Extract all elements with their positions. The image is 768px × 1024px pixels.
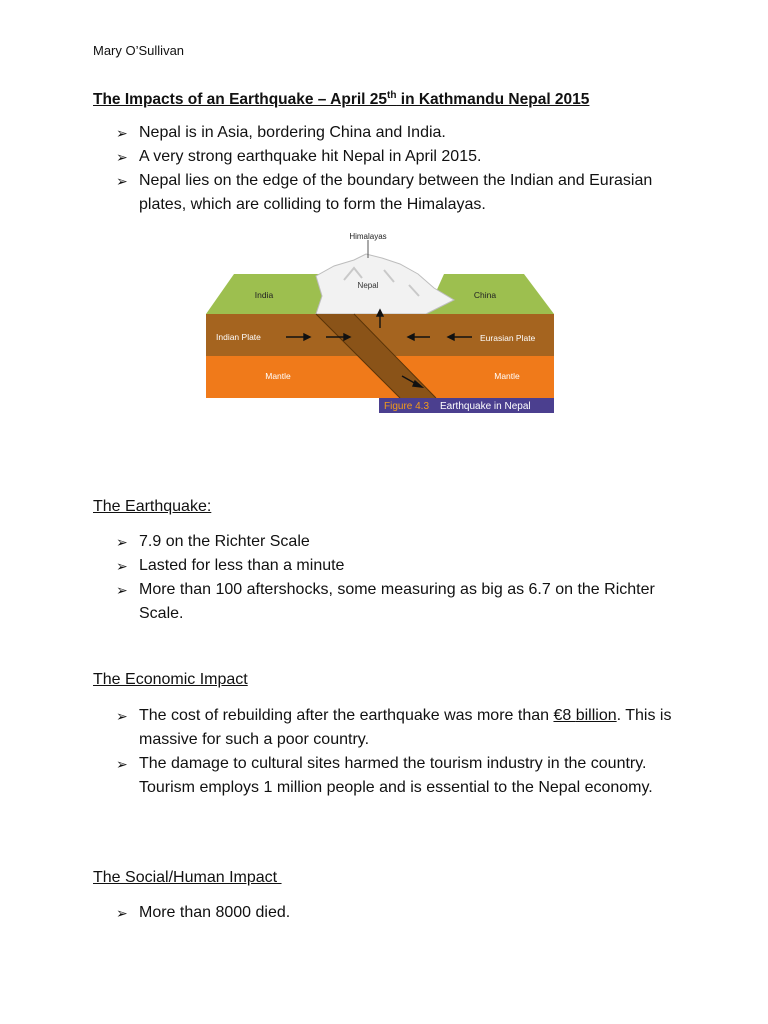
earthquake-heading: The Earthquake: [93, 498, 212, 515]
arrowhead-bullet-icon: ➢ [116, 534, 128, 550]
indian-plate-label: Indian Plate [216, 332, 261, 342]
arrowhead-bullet-icon: ➢ [116, 756, 128, 772]
figure-number: Figure 4.3 [384, 401, 430, 412]
arrowhead-bullet-icon: ➢ [116, 173, 128, 189]
economic-heading: The Economic Impact [93, 671, 248, 688]
intro-list [116, 121, 676, 217]
arrowhead-bullet-icon: ➢ [116, 582, 128, 598]
mantle-right-label: Mantle [494, 371, 520, 381]
mantle-left-label: Mantle [265, 371, 291, 381]
plate-boundary-diagram [204, 230, 556, 414]
social-list [116, 901, 676, 925]
economic-list [116, 704, 676, 800]
arrowhead-bullet-icon: ➢ [116, 149, 128, 165]
earthquake-list [116, 530, 676, 626]
list-item: ➢ A very strong earthquake hit Nepal in April 2015. [116, 145, 676, 169]
list-item: ➢ Lasted for less than a minute [116, 554, 676, 578]
list-item: ➢ The cost of rebuilding after the earthquake was more than €8 billion. This is massive for such a poor country. [116, 704, 676, 752]
arrowhead-bullet-icon: ➢ [116, 558, 128, 574]
author-name: Mary O’Sullivan [93, 43, 185, 58]
list-item: ➢ 7.9 on the Richter Scale [116, 530, 676, 554]
nepal-label: Nepal [357, 281, 379, 290]
india-label: India [254, 290, 274, 300]
arrowhead-bullet-icon: ➢ [116, 905, 128, 921]
page-title: The Impacts of an Earthquake – April 25th in Kathmandu Nepal 2015 [93, 90, 590, 109]
figure-caption: Earthquake in Nepal [440, 401, 531, 412]
china-label: China [473, 290, 497, 300]
list-item: ➢ Nepal lies on the edge of the boundary between the Indian and Eurasian plates, which are colliding to form the Himalayas. [116, 169, 676, 217]
list-item: ➢ Nepal is in Asia, bordering China and India. [116, 121, 676, 145]
list-item: ➢ The damage to cultural sites harmed the tourism industry in the country. Tourism employs 1 million people and is essential to the Nepal economy. [116, 752, 676, 800]
list-item: ➢ More than 100 aftershocks, some measuring as big as 6.7 on the Richter Scale. [116, 578, 676, 626]
eurasian-plate-label: Eurasian Plate [480, 333, 536, 343]
arrowhead-bullet-icon: ➢ [116, 708, 128, 724]
list-item: ➢ More than 8000 died. [116, 901, 676, 925]
arrowhead-bullet-icon: ➢ [116, 125, 128, 141]
himalaya-snow [316, 254, 454, 314]
himalayas-label: Himalayas [349, 232, 387, 241]
social-heading: The Social/Human Impact [93, 869, 282, 886]
